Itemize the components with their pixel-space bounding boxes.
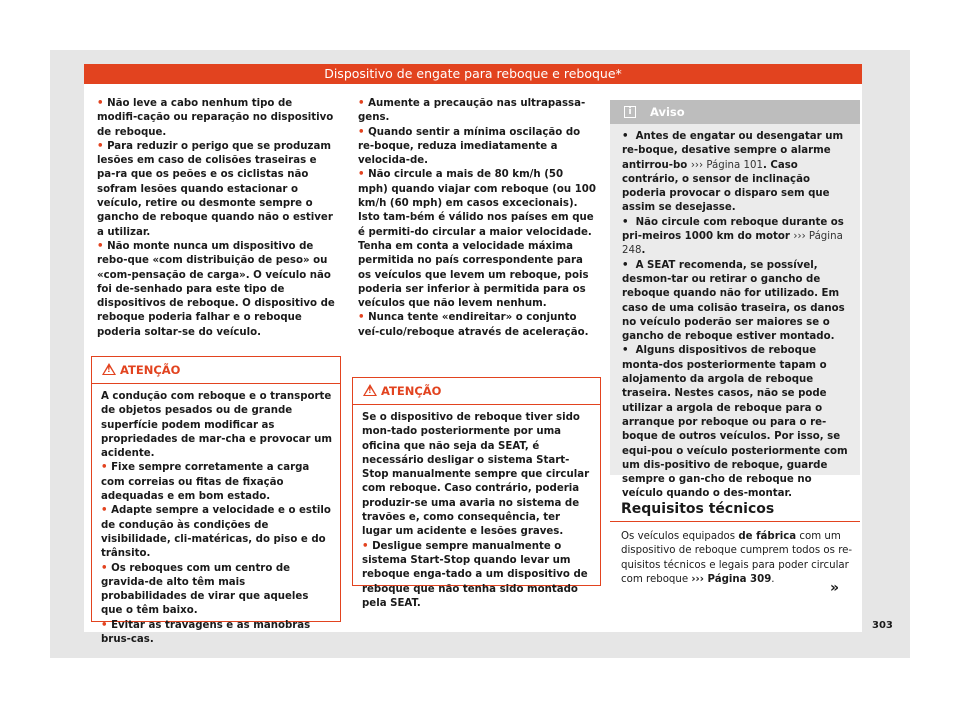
warning-title: ATENÇÃO — [120, 363, 181, 377]
warning-body — [92, 384, 340, 647]
warning-intro: A condução com reboque e o transporte de objetos pesados ou de grande superfície podem modificar as propriedades de mar-cha e provocar um acidente. — [101, 391, 332, 460]
warning-body — [353, 405, 600, 611]
list-item: • Quando sentir a mínima oscilação do re-boque, reduza imediatamente a velocida-de. — [358, 126, 581, 167]
section-title: Dispositivo de engate para reboque e reboque* — [324, 66, 622, 81]
column-1 — [97, 97, 335, 340]
list-item: • Desligue sempre manualmente o sistema Start-Stop quando levar um reboque enga-tado a um dispositivo de reboque que não tenha sido montado pela SEAT. — [362, 540, 588, 609]
aviso-header — [610, 100, 860, 124]
bullet-icon: • — [97, 140, 108, 152]
bullet-icon: • — [101, 562, 112, 574]
warning-intro: Se o dispositivo de reboque tiver sido mon-tado posteriormente por uma oficina que não seja da SEAT, é necessário desligar o sistema Start-Stop manualmente sempre que circular com reboque. Caso contrário, poderia produzir-se uma avaria no sistema de travões e, como consequência, ter lugar um acidente e lesões graves. — [362, 412, 590, 538]
bullet-icon: • — [97, 240, 108, 252]
bullet-icon: • — [362, 540, 373, 552]
bullet-icon: • — [358, 312, 369, 324]
list-item: • Aumente a precaução nas ultrapassa-gens. — [358, 98, 586, 124]
bullet-icon: • — [358, 98, 369, 109]
aviso-box — [610, 100, 860, 500]
list-item: • Nunca tente «endireitar» o conjunto veí-culo/reboque através de aceleração. — [358, 312, 589, 338]
list-item: • Não circule a mais de 80 km/h (50 mph) quando viajar com reboque (ou 100 km/h (60 mph) em casos excecionais). Isto tam-bém é válido nos países em que é permiti-do circular a maior velocidade. Tenha em conta a velocidade máxima permitida no país correspondente para os veículos que levem um reboque, pois poderia ser inferior à permitida para os veículos que não levem nenhum. — [358, 169, 596, 310]
list-item: • Antes de engatar ou desengatar um re-boque, desative sempre o alarme antirrou-bo ››› Página 101. Caso contrário, o sensor de inclinação poderia provocar o disparo sem que assim se desejasse. — [622, 131, 844, 214]
info-icon: i — [624, 106, 636, 118]
bullet-icon: • — [358, 169, 369, 181]
column-2 — [358, 97, 596, 340]
warning-header: ! ATENÇÃO — [353, 378, 600, 405]
warning-box-1 — [91, 356, 341, 646]
aviso-title: Aviso — [650, 105, 685, 119]
warning-header: ! ATENÇÃO — [92, 357, 340, 384]
bullet-icon: • — [101, 619, 112, 631]
page-number: 303 — [872, 620, 893, 631]
list-item: • Fixe sempre corretamente a carga com correias ou fitas de fixação adequadas e em bom estado. — [101, 462, 310, 503]
bullet-icon: • — [101, 505, 112, 517]
aviso-body — [610, 124, 860, 502]
list-item: • Alguns dispositivos de reboque monta-dos posteriormente tapam o alojamento da argola de reboque traseira. Nestes casos, não se pode utilizar a argola de reboque para o arranque por reboque ou para o re-boque de outros veículos. Por isso, se equi-pou o veículo posteriormente com um dis-positivo de reboque, guarde sempre o gan-cho de reboque no veículo quando o des-montar. — [622, 345, 848, 500]
divider — [610, 521, 860, 522]
section-header — [84, 64, 862, 84]
list-item: • Adapte sempre a velocidade e o estilo de condução às condições de visibilidade, cli-matéricas, do piso e do trânsito. — [101, 505, 331, 560]
list-item: • Evitar as travagens e as manobras brus-cas. — [101, 619, 311, 646]
paragraph: Os veículos equipados de fábrica com um dispositivo de reboque cumprem todos os re-quisitos técnicos e legais para poder circular com reboque ››› Página 309. — [621, 531, 853, 585]
warning-title: ATENÇÃO — [381, 384, 442, 398]
page-link[interactable]: ››› Página 309 — [691, 573, 772, 585]
list-item: • Não circule com reboque durante os pri-meiros 1000 km do motor ››› Página 248. — [622, 216, 844, 257]
page-link[interactable]: ››› Página 101 — [690, 159, 763, 171]
list-item: • Os reboques com um centro de gravida-de alto têm mais probabilidades de virar que aqueles que o têm baixo. — [101, 562, 309, 617]
bullet-icon: • — [101, 462, 112, 474]
list-item: • Não leve a cabo nenhum tipo de modifi-cação ou reparação no dispositivo de reboque. — [97, 98, 334, 138]
warning-box-2 — [352, 377, 601, 609]
page-link[interactable]: ››› Página 248 — [622, 231, 843, 257]
section-heading: Requisitos técnicos — [621, 501, 775, 517]
continue-icon: » — [830, 580, 840, 596]
bullet-icon: • — [97, 98, 108, 109]
bullet-icon: • — [358, 126, 369, 138]
list-item: • Não monte nunca um dispositivo de rebo-que «com distribuição de peso» ou «com-pensação de carga». O veículo não foi de-senhado para este tipo de dispositivos de reboque. O dispositivo de reboque poderia falhar e o reboque poderia soltar-se do veículo. — [97, 240, 335, 338]
list-item: • A SEAT recomenda, se possível, desmon-tar ou retirar o gancho de reboque quando não for utilizado. Em caso de uma colisão traseira, os danos no veículo poderão ser maiores se o gancho de reboque estiver montado. — [622, 259, 845, 343]
list-item: • Para reduzir o perigo que se produzam lesões em caso de colisões traseiras e pa-ra que os peões e os ciclistas não sofram lesões quando estacionar o veículo, retire ou desmonte sempre o gancho de reboque quando não o estiver a utilizar. — [97, 140, 333, 238]
